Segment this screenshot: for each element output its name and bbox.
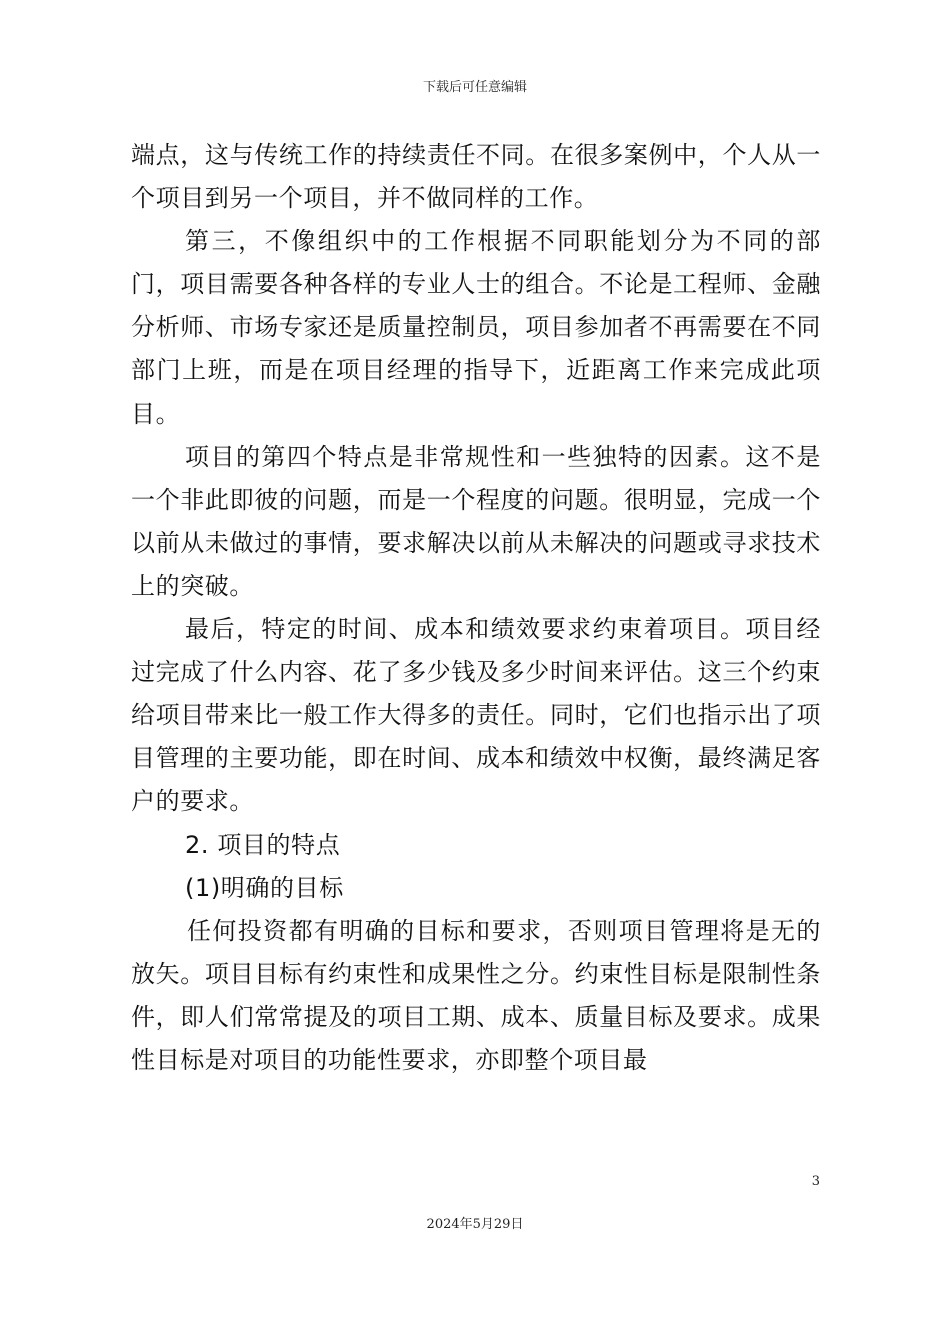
footer-date: 2024年5月29日 — [426, 1217, 524, 1232]
paragraph-fourth-feature: 项目的第四个特点是非常规性和一些独特的因素。这不是一个非此即彼的问题，而是一个程度的问题。很明显，完成一个以前从未做过的事情，要求解决以前从未解决的问题或寻求技术上的突破。 — [131, 442, 821, 600]
page-header: 下载后可任意编辑 — [422, 80, 527, 95]
page-number: 3 — [811, 1174, 820, 1189]
paragraph-continuation: 端点，这与传统工作的持续责任不同。在很多案例中，个人从一个项目到另一个项目，并不做同样的工作。 — [131, 141, 821, 213]
document-body — [131, 134, 821, 1082]
paragraph-clear-goals: 任何投资都有明确的目标和要求，否则项目管理将是无的放矢。项目目标有约束性和成果性之分。约束性目标是限制性条件，即人们常常提及的项目工期、成本、质量目标及要求。成果性目标是对项目的功能性要求，亦即整个项目最 — [131, 916, 821, 1074]
paragraph-constraints: 最后，特定的时间、成本和绩效要求约束着项目。项目经过完成了什么内容、花了多少钱及多少时间来评估。这三个约束给项目带来比一般工作大得多的责任。同时，它们也指示出了项目管理的主要功能，即在时间、成本和绩效中权衡，最终满足客户的要求。 — [131, 615, 821, 816]
paragraph-third-feature: 第三，不像组织中的工作根据不同职能划分为不同的部门，项目需要各种各样的专业人士的组合。不论是工程师、金融分析师、市场专家还是质量控制员，项目参加者不再需要在不同部门上班，而是在项目经理的指导下，近距离工作来完成此项目。 — [131, 227, 821, 428]
subsection-heading: (1)明确的目标 — [185, 873, 344, 902]
section-heading: 2. 项目的特点 — [185, 830, 341, 859]
